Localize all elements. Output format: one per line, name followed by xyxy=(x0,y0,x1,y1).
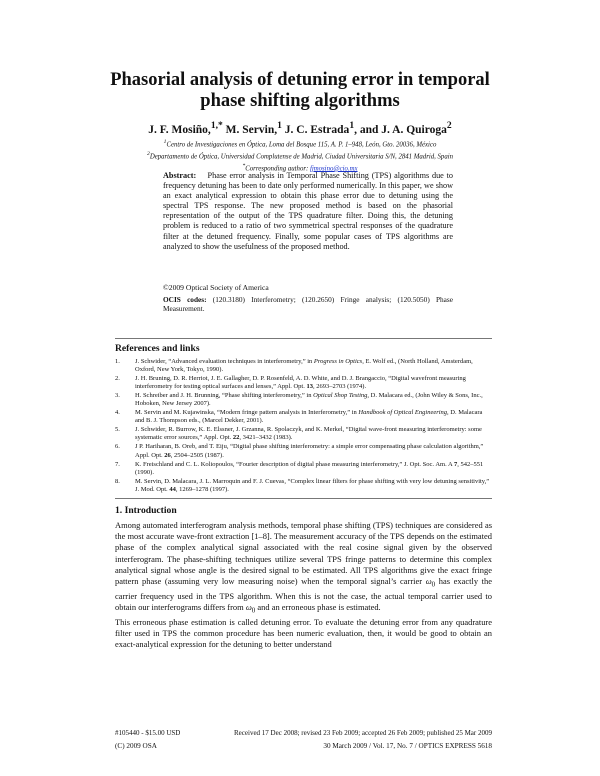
footer-line-1 xyxy=(115,729,492,737)
author-1: J. F. Mosiño, xyxy=(148,123,211,136)
reference-book-title: Optical Shop Testing xyxy=(313,392,368,400)
footer-dates: Received 17 Dec 2008; revised 23 Feb 2009; accepted 26 Feb 2009; published 25 Mar 2009 xyxy=(234,729,492,737)
intro-p1-part-c: and an erroneous phase is estimated. xyxy=(255,602,381,613)
reference-details: , 3421–3432 (1983). xyxy=(239,434,293,442)
footer-price: #105440 - $15.00 USD xyxy=(115,729,181,737)
author-1-sup: 1,* xyxy=(210,120,223,131)
author-list xyxy=(40,120,560,136)
reference-number: 6. xyxy=(115,443,120,451)
reference-item xyxy=(115,358,490,374)
reference-number: 4. xyxy=(115,409,120,417)
footer-journal: 30 March 2009 / Vol. 17, No. 7 / OPTICS EXPRESS 5618 xyxy=(323,742,492,750)
author-2-sup: 1 xyxy=(277,120,282,131)
ocis-codes xyxy=(163,295,453,313)
footer-copyright: (C) 2009 OSA xyxy=(115,742,157,750)
reference-details: , 1269–1278 (1997). xyxy=(175,485,229,493)
intro-paragraph-2: This erroneous phase estimation is called detuning error. To evaluate the detuning error from any quadrature filter used in TPS the common procedure has been numeric evaluation, then, it would be good to obtain an exact-analytical expression for the detuning to better understand xyxy=(115,617,492,650)
reference-text: M. Servin and M. Kujawinska, “Modern fringe pattern analysis in Interferometry,” in xyxy=(135,409,359,417)
reference-volume: 44 xyxy=(169,485,176,493)
author-4-sup: 2 xyxy=(446,120,452,131)
omega-symbol-2: ω xyxy=(245,602,252,613)
reference-text: H. Schreiber and J. H. Brunning, “Phase shifting interferometry,” in xyxy=(135,392,314,400)
author-4: , and J. A. Quiroga xyxy=(354,123,447,136)
copyright-line: ©2009 Optical Society of America xyxy=(163,283,269,292)
affiliation-1-text: Centro de Investigaciones en Óptica, Loma del Bosque 115, A. P. 1–948, León, Gto. 20036, México xyxy=(166,141,437,149)
reference-details: , 2504–2505 (1987). xyxy=(170,451,224,459)
reference-volume: 7 xyxy=(453,460,458,468)
author-2: M. Servin, xyxy=(225,123,278,136)
reference-item xyxy=(115,443,490,459)
author-3-sup: 1 xyxy=(349,120,355,131)
reference-book-title: Handbook of Optical Engineering xyxy=(358,409,448,417)
reference-details: , E. Wolf ed., (North Holland, Amsterdam, Oxford, New York, Tokyo, 1990). xyxy=(135,358,473,374)
reference-volume: 22 xyxy=(232,434,240,442)
reference-item xyxy=(115,461,490,477)
reference-number: 5. xyxy=(115,426,120,434)
reference-number: 8. xyxy=(115,477,120,485)
reference-item xyxy=(115,478,490,494)
title-line-1: Phasorial analysis of detuning error in temporal xyxy=(110,70,490,90)
abstract-label: Abstract: xyxy=(163,171,197,180)
reference-item xyxy=(115,409,490,425)
title-line-2: phase shifting algorithms xyxy=(200,91,400,111)
reference-item xyxy=(115,392,490,408)
reference-text: M. Servin, D. Malacara, J. L. Marroquin and F. J. Cuevas, “Complex linear filters for phase shifting with very low detuning sensitivity,” J. Mod. Opt. xyxy=(135,477,490,493)
top-divider xyxy=(115,338,492,339)
affiliation-2 xyxy=(40,150,560,162)
reference-item xyxy=(115,375,490,391)
author-3: J. C. Estrada xyxy=(284,123,350,136)
references-divider xyxy=(115,498,492,499)
reference-number: 1. xyxy=(115,358,120,365)
omega-subscript-2: 0 xyxy=(251,606,256,615)
paper-title xyxy=(40,70,560,112)
reference-text: J. Schwider, “Advanced evaluation techniques in interferometry,” in xyxy=(135,358,314,365)
reference-text: J. H. Bruning, D. R. Herriot, J. E. Gallagher, D. P. Rosenfeld, A. D. White, and D. J. Brangaccio, “Digital wavefront measuring interferometry for testing optical surfaces and lenses,” Appl. Opt. xyxy=(135,375,466,391)
affiliations xyxy=(40,138,560,174)
email-link[interactable]: fjmosino@cio.mx xyxy=(309,164,358,172)
introduction-body xyxy=(115,520,492,651)
reference-list xyxy=(115,358,490,495)
reference-volume: 26 xyxy=(164,451,171,459)
affiliation-1-sup: 1 xyxy=(163,139,167,145)
reference-text: J. Schwider, R. Burrow, K. E. Elssner, J. Grzanna, R. Spolaczyk, and K. Merkel, “Digital wave-front measuring interferometry: some systematic error sources,” Appl. Opt. xyxy=(135,426,482,442)
reference-number: 7. xyxy=(115,460,120,468)
reference-volume: 13 xyxy=(306,383,313,391)
reference-text: J P. Hariharan, B. Oreb, and T. Eiju, “Digital phase shifting interferometry: a simple error compensating phase calculation algorithm,” Appl. Opt. xyxy=(135,443,484,459)
ocis-text: (120.3180) Interferometry; (120.2650) Fringe analysis; (120.5050) Phase Measurement. xyxy=(163,295,453,313)
introduction-heading: 1. Introduction xyxy=(115,505,177,516)
reference-book-title: Progress in Optics xyxy=(313,358,363,365)
affiliation-2-text: Departamento de Óptica, Universidad Complutense de Madrid, Ciudad Universitaria S/N, 2841 Madrid, Spain xyxy=(149,153,454,161)
ocis-label: OCIS codes: xyxy=(163,295,207,304)
abstract-text: Phase error analysis in Temporal Phase Shifting (TPS) algorithms due to frequency detuning has been to date only performed numerically. In this paper, we show an exact analytical expression to obtain this phase error due to detuning using the spectral TPS response. The new proposed method is based on the phasorial representation of the output of the TPS quadrature filter. Doing this, the detuning problem is reduced to a ratio of two symmetrical spectral responses of the quadrature filter at the detuned frequency. Finally, some popular cases of TPS algorithms are analyzed to show the usefulness of the proposed method. xyxy=(163,171,454,251)
reference-details: , D. Malacara and B. J. Thompson eds., (Marcel Dekker, 2001). xyxy=(135,409,483,425)
footer-line-2 xyxy=(115,742,492,750)
intro-p1-part-a: Among automated interferogram analysis methods, temporal phase shifting (TPS) techniques are considered as the most accurate wave-front extraction [1–8]. The measurement accuracy of the TPS depends on the estimated phase of the complex analytical signal associated with the real cosine signal given by the observed interferogram. The phase-shifting techniques utilize several TPS fringe patterns to determine this complex analytical signal whose angle is the desired signal to be estimated. All TPS algorithms give the exact fringe pattern phase (assuming very low measuring noise) when the temporal signal’s carrier xyxy=(115,520,492,587)
reference-number: 3. xyxy=(115,392,120,400)
corresponding-sup: * xyxy=(242,162,246,169)
intro-paragraph-1 xyxy=(115,520,492,617)
omega-symbol: ω xyxy=(425,576,432,587)
affiliation-2-sup: 2 xyxy=(146,150,150,157)
reference-details: , D. Malacara ed., (John Wiley & Sons, Inc., Hoboken, New Jersey 2007). xyxy=(135,392,483,408)
reference-details: , 2693–2703 (1974). xyxy=(312,383,367,391)
references-heading: References and links xyxy=(115,343,200,354)
reference-details: , 542–551 (1990). xyxy=(135,460,484,476)
abstract xyxy=(163,171,453,252)
reference-text: K. Freischland and C. L. Koliopoulos, “Fourier description of digital phase measuring interferometry,” J. Opt. Soc. Am. A xyxy=(135,460,454,468)
affiliation-1 xyxy=(40,138,560,150)
reference-item xyxy=(115,426,490,442)
omega-subscript: 0 xyxy=(431,580,436,589)
corresponding-label: Corresponding author: xyxy=(245,164,310,172)
intro-p1-part-b: has exactly the carrier frequency used in the TPS algorithm. When this is not the case, the actual temporal carrier used to obtain our interferograms differs from xyxy=(115,576,492,613)
reference-number: 2. xyxy=(115,375,120,383)
